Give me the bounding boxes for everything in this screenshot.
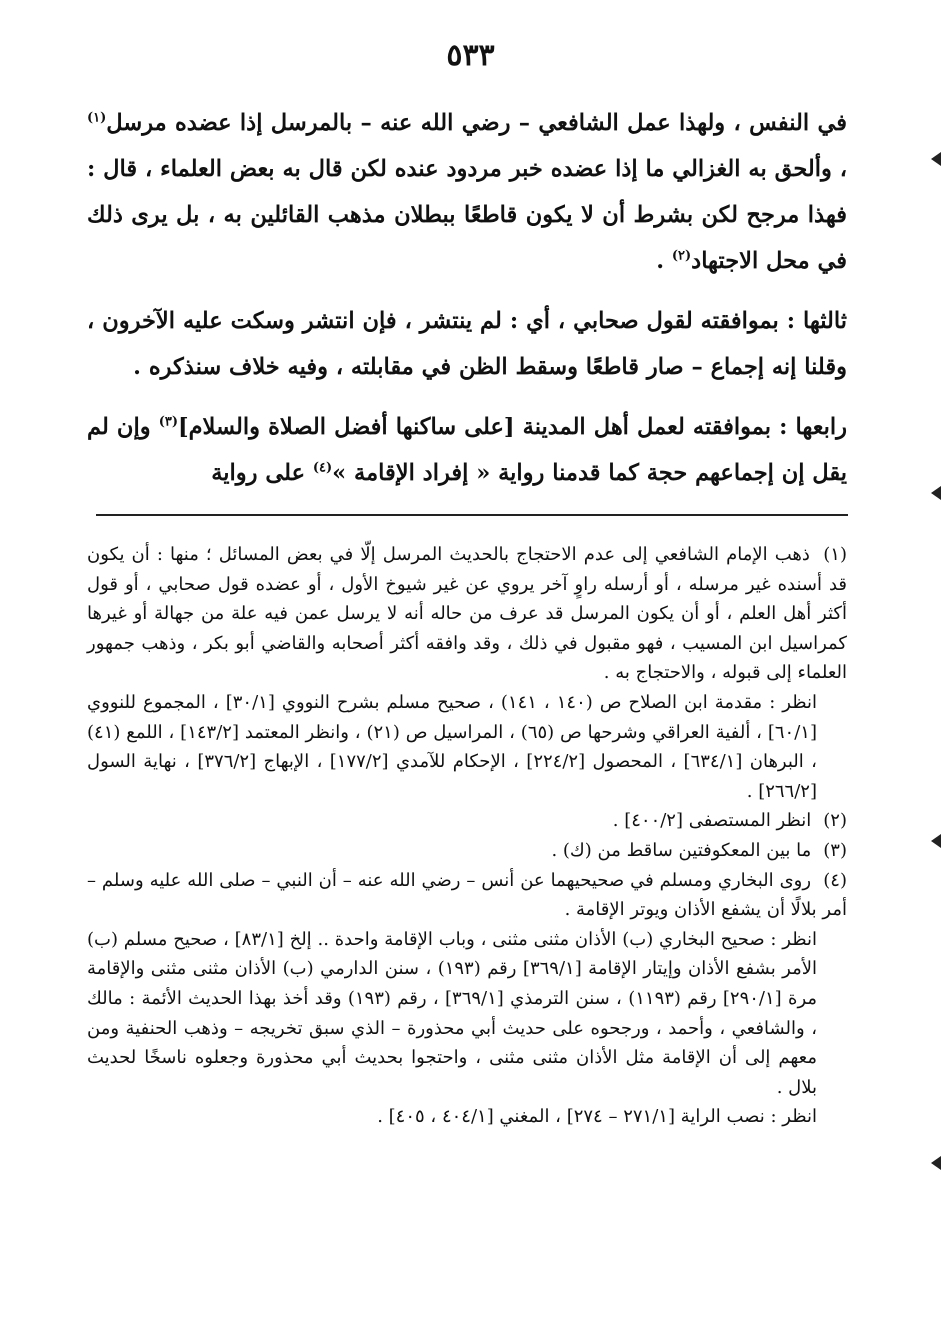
paragraph-3-lead: رابعها : (771, 414, 847, 440)
footnote-3-text: ما بين المعكوفتين ساقط من (ك) . (551, 839, 812, 861)
footnote-2-number: (٢) (823, 810, 847, 832)
margin-marker (931, 834, 941, 848)
paragraph-2-text: بموافقته لقول صحابي ، أي : لم ينتشر ، فإن انتشر وسكت عليه الآخرون ، وقلنا إنه إجماع – صار قاطعًا وسقط الظن في مقابلته ، وفيه خلاف سنذكره . (87, 308, 847, 380)
footnote-ref-4[interactable]: (٤) (312, 460, 333, 476)
footnote-2 (87, 806, 847, 836)
footnote-3-number: (٣) (823, 839, 847, 861)
margin-marker (931, 152, 941, 166)
paragraph-1-text: في النفس ، ولهذا عمل الشافعي – رضي الله عنه – بالمرسل إذا عضده مرسل (106, 110, 847, 136)
paragraph-3-end: على رواية (211, 460, 313, 486)
paragraph-2-lead: ثالثها : (778, 308, 847, 334)
footnote-2-text: انظر المستصفى [٤٠٠/٢] . (612, 810, 812, 832)
footnote-4 (87, 866, 847, 925)
footnotes (87, 540, 847, 1132)
footnote-4-number: (٤) (823, 869, 847, 891)
margin-marker (931, 486, 941, 500)
footnote-4-references-2: انظر : نصب الراية [٢٧١/١ – ٢٧٤] ، المغني [٤٠٤/١ ، ٤٠٥] . (377, 1106, 817, 1128)
paragraph-3 (87, 404, 847, 496)
footnote-3 (87, 836, 847, 866)
footnote-divider (96, 514, 848, 516)
paragraph-1-tail: ، وألحق به الغزالي ما إذا عضده خبر مردود عنده لكن قال به بعض العلماء ، قال : فهذا مرجح لكن بشرط أن لا يكون قاطعًا ببطلان مذهب القائلين به ، بل يرى ذلك في محل الاجتهاد (87, 156, 847, 274)
footnote-4-text: روى البخاري ومسلم في صحيحيهما عن أنس – رضي الله عنه – أن النبي – صلى الله عليه وسلم – أمر بلالًا أن يشفع الأذان ويوتر الإقامة . (87, 869, 847, 921)
footnote-ref-1[interactable]: (١) (87, 110, 107, 126)
footnote-1 (87, 540, 847, 688)
paragraph-1 (87, 100, 847, 284)
paragraph-1-end: . (656, 248, 672, 274)
page-number: ٥٣٣ (446, 38, 495, 73)
margin-marker (931, 1156, 941, 1170)
footnote-1-text: ذهب الإمام الشافعي إلى عدم الاحتجاج بالحديث المرسل إلّا في بعض المسائل ؛ منها : أن يكون قد أسنده غير مرسله ، أو أرسله راوٍ آخر يروي عن غير شيوخ الأول ، أو عضده قول صحابي ، أو قول أكثر أهل العلم ، أو أن يكون المرسل قد عرف من حاله أنه لا يرسل عمن فيه علة من جهالة أو غيرها كمراسيل ابن المسيب ، فهو مقبول في ذلك ، وقد وافقه أكثر أصحابه والقاضي أبو بكر ، وذهب جمهور العلماء إلى قبوله ، والاحتجاج به . (87, 544, 847, 684)
footnote-1-number: (١) (823, 544, 847, 565)
footnote-4-references: انظر : صحيح البخاري (ب) الأذان مثنى مثنى ، وباب الإقامة واحدة .. إلخ [٨٣/١] ، صحيح مسلم (ب) الأمر بشفع الأذان وإيتار الإقامة [٣٦٩/١] رقم (١٩٣) ، سنن الدارمي (ب) الأذان مثنى مثنى والإقامة مرة [٢٩٠/١] رقم (١١٩٣) ، سنن الترمذي [٣٦٩/١] ، رقم (١٩٣) وقد أخذ بهذا الحديث الأئمة : مالك ، والشافعي ، وأحمد ، ورجحوه على حديث أبي محذورة – الذي سبق تخريجه – وذهب الحنفية ومن معهم إلى أن الإقامة مثل الأذان مثنى مثنى ، واحتجوا بحديث أبي محذورة وجعلوه ناسخًا لحديث بلال . (87, 928, 818, 1098)
footnote-1-references: انظر : مقدمة ابن الصلاح ص (١٤٠ ، ١٤١) ، صحيح مسلم بشرح النووي [٣٠/١] ، المجموع للنووي [٦٠/١] ، ألفية العراقي وشرحها ص (٦٥) ، المراسيل ص (٢١) ، وانظر المعتمد [١٤٣/٢] ، اللمع (٤١) ، البرهان [٦٣٤/١] ، المحصول [٢٢٤/٢] ، الإحكام للآمدي [١٧٧/٢] ، الإبهاج [٣٧٦/٢] ، نهاية السول [٢٦٦/٢] . (87, 691, 817, 802)
footnote-ref-2[interactable]: (٢) (671, 248, 692, 264)
footnote-ref-3[interactable]: (٣) (158, 414, 178, 430)
paragraph-3-tail: وإن لم يقل إن إجماعهم حجة كما قدمنا رواية « إفراد الإقامة » (87, 414, 847, 486)
main-text (87, 100, 847, 510)
paragraph-3-text: بموافقته لعمل أهل المدينة [على ساكنها أفضل الصلاة والسلام] (177, 414, 772, 440)
paragraph-2 (87, 298, 847, 390)
